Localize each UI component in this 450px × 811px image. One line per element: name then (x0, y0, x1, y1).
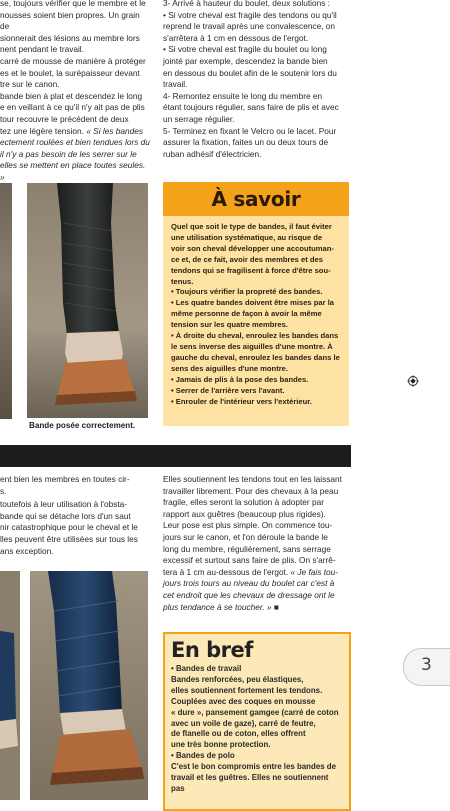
box-line: tension sur les quatre membres. (171, 320, 288, 330)
text-line: lles peuvent être utilisées sur tous les (0, 533, 138, 544)
text-line: travailler librement. Pour des chevaux à la peau (163, 485, 339, 496)
en-bref-body (171, 664, 343, 795)
box-line: • Bandes de travail (171, 664, 242, 673)
box-line: tenus. (171, 276, 194, 286)
photo-bandaged-leg-partial (0, 183, 12, 419)
box-line: une très bonne protection. (171, 740, 271, 750)
box-line: ce et, de ce fait, avoir des membres et des (171, 254, 323, 264)
text-line: nir catastrophique pour le cheval et le (0, 522, 138, 533)
box-line: • Serrer de l'arrière vers l'avant. (171, 385, 285, 395)
text-line: carré de mousse de manière à protéger (0, 55, 146, 66)
text-line: es et le boulet, la surépaisseur devant (0, 67, 140, 78)
text-line: assurer la fixation, faites un ou deux tours de (163, 137, 329, 148)
box-line: • Enrouler de l'intérieur vers l'extérieur. (171, 396, 312, 406)
box-line: voir son cheval développer une accoutuman- (171, 243, 334, 253)
en-bref-box (163, 632, 351, 811)
text-line: nousses soient bien propres. Un grain de (0, 9, 140, 32)
a-savoir-box (163, 182, 349, 426)
photo-polo-bandage (30, 571, 148, 800)
quote-text: cet endroit que les chevaux de dressage ont le (163, 589, 335, 600)
a-savoir-body (163, 216, 349, 407)
en-bref-title: En bref (171, 638, 253, 662)
box-line: • À droite du cheval, enroulez les bandes dans (171, 331, 339, 341)
text-line: tez une légère tension. (0, 125, 84, 136)
text-line: travail. (163, 79, 188, 90)
photo-bandage-correct (27, 183, 148, 418)
text-line: s. (0, 485, 7, 496)
page-number-tab[interactable] (403, 648, 450, 686)
quote-text: ectement roulées et bien tendues lors du (0, 137, 150, 148)
box-line: même personne de façon à avoir la même (171, 309, 322, 319)
a-savoir-title: À savoir (163, 182, 349, 216)
text-line: 5- Terminez en fixant le Velcro ou le lacet. Pour (163, 125, 337, 136)
text-line: s'arrêtera à 1 cm en dessous de l'ergot. (163, 32, 309, 43)
right-top-column (163, 0, 351, 160)
text-line: tre sur le canon. (0, 79, 60, 90)
text-line: fragile, elles seront la solution à adopter par (163, 497, 324, 508)
text-line: • Si votre cheval est fragile du boulet ou long (163, 44, 327, 55)
box-line: le sens inverse des aiguilles d'une montre. À (171, 341, 333, 351)
text-line: jointé par exemple, descendez la bande bien (163, 55, 328, 66)
polo-bandage-partial-illustration (0, 571, 20, 800)
quote-text: elles se mettent en place toutes seules. » (0, 160, 146, 182)
text-line: ans exception. (0, 545, 54, 556)
box-line: « dure », pansement gamgee (carré de coton (171, 707, 339, 717)
quote-text: plus tendance à se toucher. » ■ (163, 601, 279, 612)
box-line: avec un voile de gaze), carré de feutre, (171, 718, 316, 728)
text-line: reprend le travail après une convalescence, on (163, 21, 336, 32)
text-line: tera à 1 cm au-dessous de l'ergot. (163, 566, 289, 577)
text-line: jours sur le canon, et l'on déroule la bande le (163, 531, 328, 542)
text-line: en dessous du boulet afin de le soutenir lors du (163, 67, 337, 78)
text-line: Elles soutiennent les tendons tout en les laissant (163, 474, 342, 484)
text-line: un serrage régulier. (163, 113, 235, 124)
text-line: toutefois à leur utilisation à l'obsta- (0, 499, 128, 510)
box-line: de flanelle ou de coton, elles offrent (171, 729, 306, 739)
text-line: long du membre, régulièrement, sans serrage (163, 543, 331, 554)
left-bottom-column (0, 474, 150, 557)
left-top-column (0, 0, 150, 184)
box-line: gauche du cheval, enroulez les bandes dans le (171, 352, 340, 362)
text-line: 4- Remontez ensuite le long du membre en (163, 90, 323, 101)
text-line: bande qui se détache lors d'un saut (0, 510, 131, 521)
quote-text: « Je fais tou- (288, 566, 338, 577)
box-line: elles soutiennent fortement les tendons. (171, 685, 323, 695)
text-line: bande bien à plat et descendez le long (0, 90, 143, 101)
text-line: sionnerait des lésions au membre lors (0, 32, 140, 43)
text-line: excessif et surtout sans faire de plis. On s'arrê- (163, 555, 336, 566)
quote-text: « Si les bandes (83, 125, 143, 136)
text-line: ent bien les membres en toutes cir- (0, 474, 130, 484)
page-number: 3 (421, 655, 432, 675)
polo-bandage-illustration (30, 571, 148, 800)
registration-mark-icon (407, 375, 419, 387)
box-line: • Jamais de plis à la pose des bandes. (171, 374, 309, 384)
text-line: se, toujours vérifier que le membre et le (0, 0, 146, 8)
quote-text: il n'y a pas besoin de les serrer sur le (0, 148, 137, 159)
section-divider-bar (0, 445, 351, 467)
photo-caption: Bande posée correctement. (29, 421, 136, 430)
box-line: Bandes renforcées, peu élastiques, (171, 674, 304, 684)
quote-text: jours trois tours au niveau du boulet car c'est à (163, 578, 335, 589)
text-line: 3- Arrivé à hauteur du boulet, deux solutions : (163, 0, 330, 8)
box-line: Couplées avec des coques en mousse (171, 696, 316, 706)
text-line: rapport aux guêtres (beaucoup plus rigides). (163, 508, 326, 519)
bandaged-leg-illustration (27, 183, 148, 418)
box-line: • Bandes de polo (171, 751, 235, 761)
text-line: étant toujours régulier, sans faire de plis et avec (163, 102, 339, 113)
text-line: e en veillant à ce qu'il n'y ait pas de plis (0, 102, 145, 113)
box-line: • Toujours vérifier la propreté des bandes. (171, 287, 323, 297)
text-line: • Si votre cheval est fragile des tendons ou qu'il (163, 9, 337, 20)
right-bottom-column (163, 474, 351, 613)
box-line: Quel que soit le type de bandes, il faut éviter (171, 222, 332, 231)
text-line: nent pendant le travail. (0, 44, 84, 55)
box-line: une utilisation systématique, au risque de (171, 232, 323, 242)
box-line: sens des aiguilles d'une montre. (171, 363, 289, 373)
text-line: tour recouvre le précédent de deux (0, 113, 129, 124)
text-line: Leur pose est plus simple. On commence tou- (163, 520, 333, 531)
photo-polo-bandage-partial (0, 571, 20, 800)
box-line: tendons qui se fragilisent à force d'être sou- (171, 265, 331, 275)
box-line: • Les quatre bandes doivent être mises par la (171, 298, 335, 308)
text-line: ruban adhésif d'électricien. (163, 148, 262, 159)
box-line: travail et les guêtres. Elles ne soutiennent pas (171, 773, 329, 793)
box-line: C'est le bon compromis entre les bandes de (171, 762, 336, 772)
